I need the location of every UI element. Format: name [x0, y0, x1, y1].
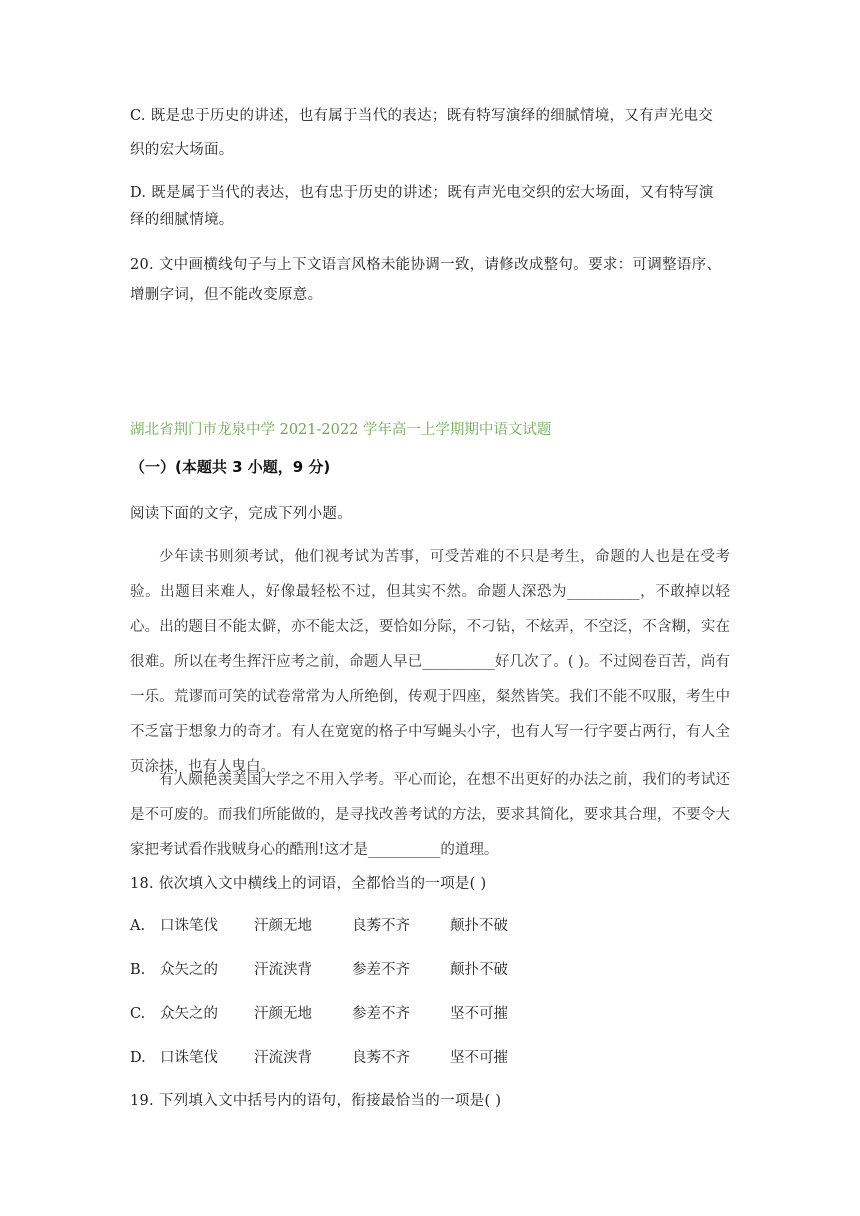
- option-word: 汗颜无地: [254, 1006, 312, 1022]
- option-letter: A.: [130, 918, 146, 934]
- option-c-line2: 织的宏大场面。: [130, 142, 234, 158]
- option-a-row[interactable]: [130, 914, 530, 935]
- option-letter: C.: [130, 1006, 146, 1022]
- option-d-line1: D. 既是属于当代的表达，也有忠于历史的讲述；既有声光电交织的宏大场面，又有特写演: [130, 185, 714, 201]
- question-18-stem: 18. 依次填入文中横线上的词语，全都恰当的一项是( ): [130, 876, 487, 892]
- option-word: 口诛笔伐: [160, 918, 218, 934]
- option-d-line2: 绎的细腻情境。: [130, 212, 234, 228]
- option-word: 颠扑不破: [450, 918, 508, 934]
- option-b-row[interactable]: [130, 958, 530, 979]
- option-word: 众矢之的: [160, 1006, 218, 1022]
- option-word: 众矢之的: [160, 962, 218, 978]
- instruction: 阅读下面的文字，完成下列小题。: [130, 506, 352, 522]
- source-title: 湖北省荆门市龙泉中学 2021-2022 学年高一上学期期中语文试题: [130, 422, 552, 438]
- option-letter: D.: [130, 1050, 146, 1066]
- passage-paragraph-1: 少年读书则须考试，他们视考试为苦事，可受苦难的不只是考生，命题的人也是在受考验。出题目来难人，好像最轻松不过，但其实不然。命题人深恐为__________，不敢掉以轻心。出的题目不能太僻，亦不能太泛，要恰如分际，不刁钻，不炫弄，不空泛，不含糊，实在很难。所以在考生挥汗应考之前，命题人早已__________好几次了。( )。不过阅卷百苦，尚有一乐。荒谬而可笑的试卷常常为人所绝倒，传观于四座，粲然皆笑。我们不能不叹服，考生中不乏富于想象力的奇才。有人在宽宽的格子中写蝇头小字，也有人写一行字要占两行，有人全页涂抹，也有人曳白。: [130, 549, 730, 775]
- section-title: （一）(本题共 3 小题，9 分): [130, 458, 331, 476]
- option-letter: B.: [130, 962, 146, 978]
- option-word: 参差不齐: [352, 1006, 410, 1022]
- option-word: 颠扑不破: [450, 962, 508, 978]
- option-word: 汗流浃背: [254, 962, 312, 978]
- option-word: 汗颜无地: [254, 918, 312, 934]
- question-19-stem: 19. 下列填入文中括号内的语句，衔接最恰当的一项是( ): [130, 1093, 502, 1109]
- option-c-row[interactable]: [130, 1002, 530, 1023]
- option-word: 口诛笔伐: [160, 1050, 218, 1066]
- option-word: 汗流浃背: [254, 1050, 312, 1066]
- option-d-row[interactable]: [130, 1046, 530, 1067]
- option-word: 良莠不齐: [352, 1050, 410, 1066]
- passage-paragraph-2: 有人颇艳羡美国大学之不用入学考。平心而论，在想不出更好的办法之前，我们的考试还是不可废的。而我们所能做的，是寻找改善考试的方法，要求其简化，要求其合理，不要令大家把考试看作戕贼身心的酷刑!这才是__________的道理。: [130, 772, 730, 858]
- question-20-line1: 20. 文中画横线句子与上下文语言风格未能协调一致，请修改成整句。要求：可调整语序、: [130, 257, 722, 273]
- option-word: 参差不齐: [352, 962, 410, 978]
- option-word: 良莠不齐: [352, 918, 410, 934]
- question-20-line2: 增删字词，但不能改变原意。: [130, 287, 323, 303]
- option-c-line1: C. 既是忠于历史的讲述，也有属于当代的表达；既有特写演绎的细腻情境，又有声光电交: [130, 108, 714, 124]
- option-word: 坚不可摧: [450, 1006, 508, 1022]
- option-word: 坚不可摧: [450, 1050, 508, 1066]
